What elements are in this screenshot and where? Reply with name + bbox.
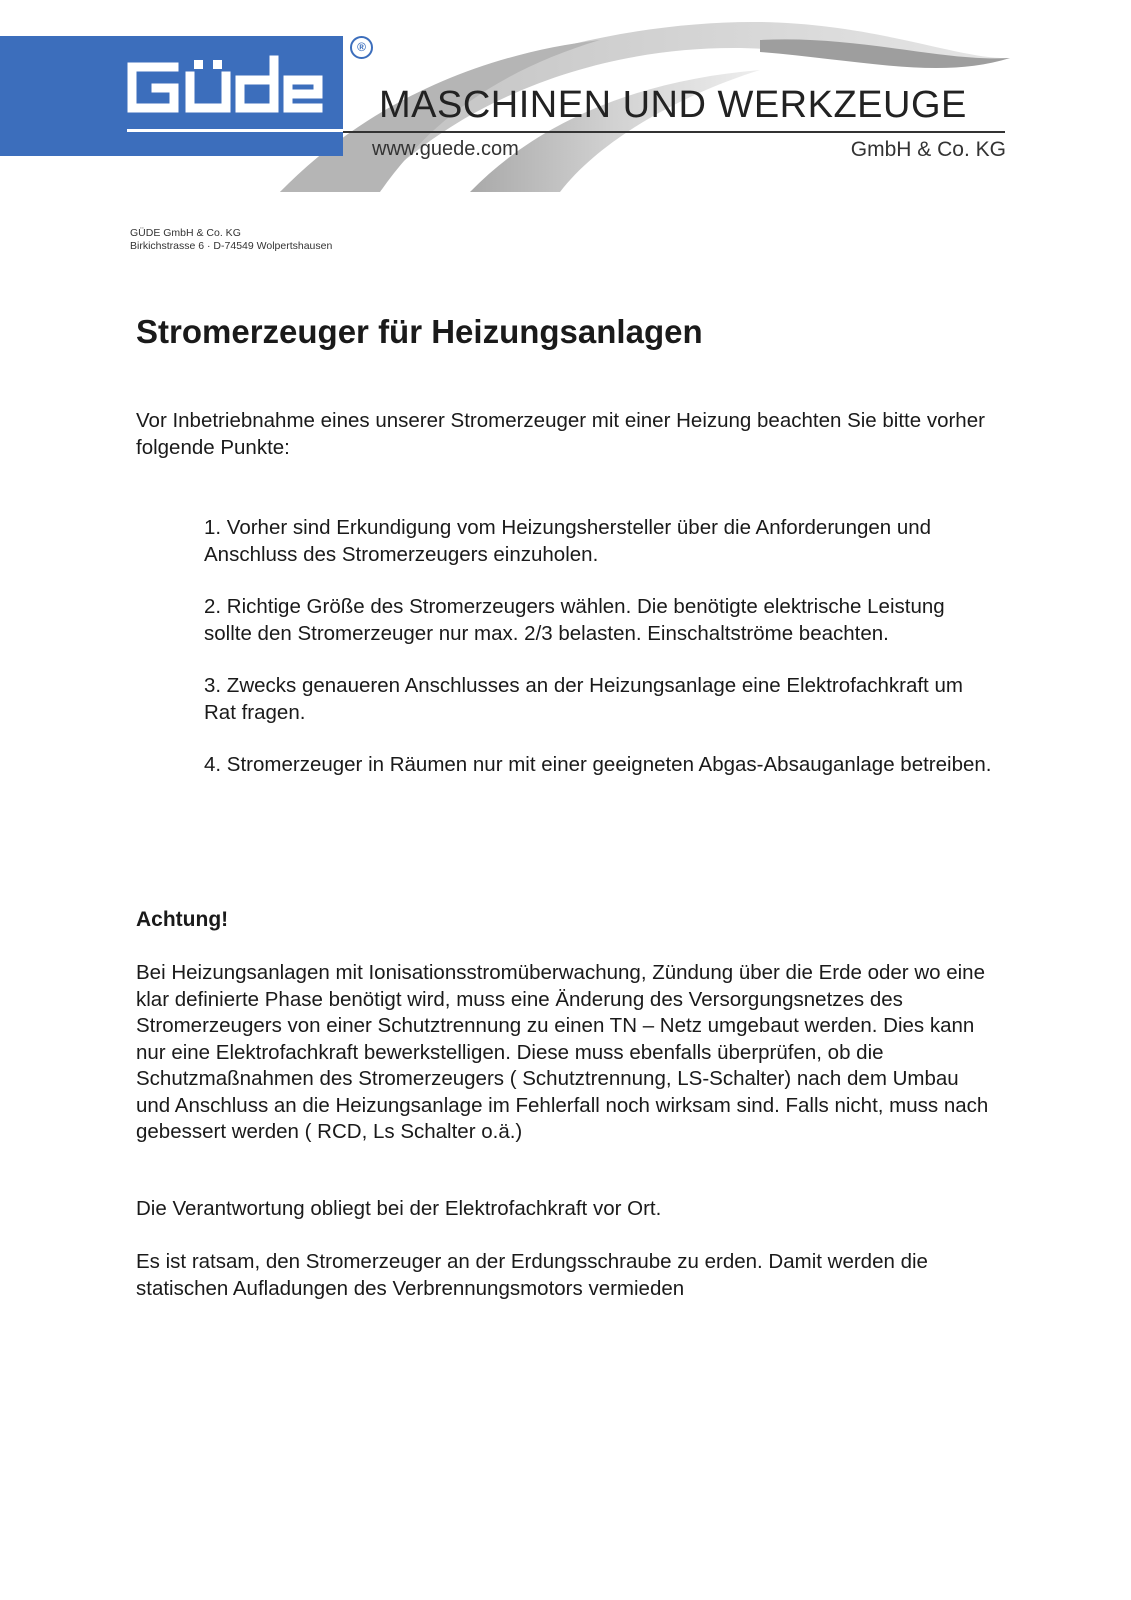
- registered-trademark-icon: ®: [350, 36, 373, 59]
- letterhead: [0, 0, 1131, 200]
- document-title: Stromerzeuger für Heizungsanlagen: [136, 313, 703, 350]
- sender-address-block: [130, 227, 332, 253]
- list-item: 1. Vorher sind Erkundigung vom Heizungshersteller über die Anforderungen und Anschluss des Stromerzeugers einzuholen.: [204, 516, 932, 566]
- warning-heading: Achtung!: [136, 908, 229, 931]
- logo-underline: [127, 129, 344, 132]
- warning-paragraph: Bei Heizungsanlagen mit Ionisationsstromüberwachung, Zündung über die Erde oder wo eine klar definierte Phase benötigt wird, muss eine Änderung des Versorgungsnetzes des Stromerzeugers von einer Schutztrennung zu einen TN – Netz umgebaut werden. Dies kann nur eine Elektrofachkraft bewerkstelligen. Diese muss ebenfalls überprüfen, ob die Schutzmaßnahmen des Stromerzeugers ( Schutztrennung, LS-Schalter) nach dem Umbau und Anschluss an die Heizungsanlage im Fehlerfall noch wirksam sind. Falls nicht, muss nach gebessert werden ( RCD, Ls Schalter o.ä.): [136, 961, 989, 1143]
- list-item: 2. Richtige Größe des Stromerzeugers wählen. Die benötigte elektrische Leistung sollte den Stromerzeuger nur max. 2/3 belasten. Einschaltströme beachten.: [204, 595, 945, 645]
- instruction-list: [204, 515, 994, 805]
- website-link[interactable]: www.guede.com: [372, 138, 519, 160]
- responsibility-paragraph: Die Verantwortung obliegt bei der Elektrofachkraft vor Ort.: [136, 1197, 662, 1220]
- list-item: 4. Stromerzeuger in Räumen nur mit einer geeigneten Abgas-Absauganlage betreiben.: [204, 753, 992, 776]
- sender-street: Birkichstrasse 6 · D-74549 Wolpertshausen: [130, 240, 333, 252]
- legal-form: GmbH & Co. KG: [850, 138, 1006, 161]
- gude-logo-mark: [0, 36, 343, 156]
- list-item: 3. Zwecks genaueren Anschlusses an der Heizungsanlage eine Elektrofachkraft um Rat fragen.: [204, 674, 963, 724]
- company-slogan: MASCHINEN UND WERKZEUGE: [379, 84, 967, 126]
- header-divider: [343, 131, 1005, 133]
- sender-name: GÜDE GmbH & Co. KG: [130, 227, 241, 239]
- intro-paragraph: Vor Inbetriebnahme eines unserer Stromerzeuger mit einer Heizung beachten Sie bitte vorher folgende Punkte:: [136, 409, 985, 459]
- logo: [0, 36, 343, 156]
- grounding-paragraph: Es ist ratsam, den Stromerzeuger an der Erdungsschraube zu erden. Damit werden die statischen Aufladungen des Verbrennungsmotors vermieden: [136, 1250, 928, 1300]
